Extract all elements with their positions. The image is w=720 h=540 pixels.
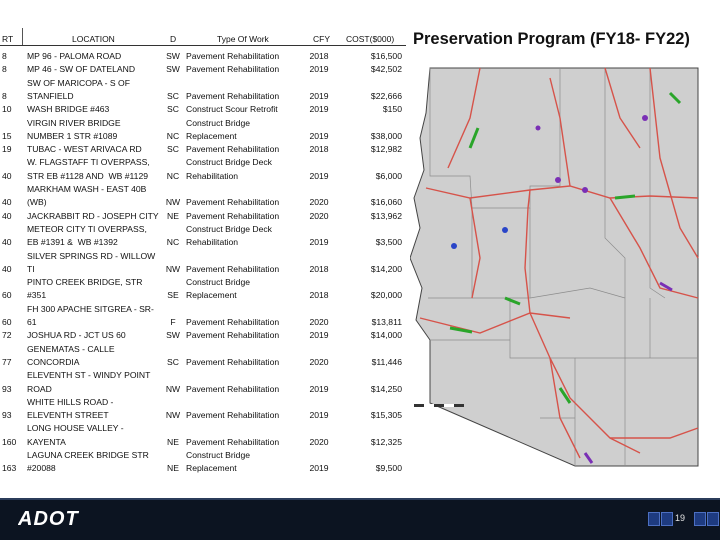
cost-value: $13,811 [371, 317, 402, 327]
route-number: 40 [2, 210, 12, 221]
slide-navigation-right [694, 512, 719, 526]
first-slide-button[interactable] [648, 512, 660, 526]
location-text: CONCORDIA [27, 356, 80, 367]
work-type: Pavement Rehabilitation [186, 210, 280, 221]
location-text: GENEMATAS - CALLE [27, 343, 115, 354]
work-type: Pavement Rehabilitation [186, 436, 280, 447]
district-code: NW [165, 263, 181, 274]
location-text: METEOR CITY TI OVERPASS, [27, 223, 147, 234]
work-type: Construct Scour Retrofit [186, 104, 278, 115]
cost-value: $14,000 [370, 330, 402, 341]
cost-value: $16,500 [370, 51, 402, 61]
cost-value: $15,305 [370, 410, 402, 421]
work-type: Pavement Rehabilitation [186, 263, 280, 274]
location-text: MP 96 - PALOMA ROAD [27, 51, 122, 61]
route-number: 40 [2, 237, 12, 248]
work-type: Replacement [186, 290, 237, 301]
cost-value: $150 [382, 104, 402, 115]
location-text: TUBAC - WEST ARIVACA RD [27, 144, 142, 155]
cost-value: $22,666 [370, 90, 402, 101]
route-number: 40 [2, 170, 12, 181]
location-text: #351 [27, 290, 47, 301]
district-code: NW [165, 197, 181, 208]
district-code: NE [167, 210, 179, 221]
adot-logo-graphic [18, 507, 102, 529]
district-code: NW [165, 410, 181, 421]
cost-value: $12,982 [370, 144, 402, 155]
location-text: 61 [27, 317, 37, 327]
location-text: STR EB #1128 AND WB #1129 [27, 170, 149, 181]
location-text: W. FLAGSTAFF TI OVERPASS, [27, 157, 150, 168]
work-type: Construct Bridge [186, 117, 251, 128]
construction-fiscal-year: 2020 [309, 356, 329, 367]
construction-fiscal-year: 2019 [309, 330, 329, 341]
construction-fiscal-year: 2019 [309, 130, 329, 141]
work-type: Replacement [186, 463, 237, 474]
route-number: 60 [2, 317, 12, 327]
work-type: Construct Bridge Deck [186, 223, 272, 234]
cost-value: $42,502 [370, 64, 402, 75]
construction-fiscal-year: 2020 [309, 436, 329, 447]
route-number: 72 [2, 330, 12, 341]
route-number: 93 [2, 410, 12, 421]
work-type: Pavement Rehabilitation [186, 410, 280, 421]
construction-fiscal-year: 2020 [309, 210, 329, 221]
cost-value: $16,060 [370, 197, 402, 208]
location-text: LONG HOUSE VALLEY - [27, 423, 124, 434]
construction-fiscal-year: 2018 [309, 51, 329, 61]
district-code: SE [167, 290, 179, 301]
route-number: 15 [2, 130, 12, 141]
cost-value: $14,250 [370, 383, 402, 394]
footer-bar [0, 498, 720, 540]
district-code: NE [167, 436, 179, 447]
cost-value: $11,446 [371, 356, 402, 367]
route-number: 10 [2, 104, 12, 115]
location-text: ROAD [27, 383, 52, 394]
construction-fiscal-year: 2019 [309, 463, 329, 474]
next-slide-button[interactable] [694, 512, 706, 526]
construction-fiscal-year: 2019 [309, 410, 329, 421]
construction-fiscal-year: 2019 [309, 104, 329, 115]
slide-navigation [648, 512, 673, 526]
previous-slide-button[interactable] [661, 512, 673, 526]
work-type: Rehabilitation [186, 237, 239, 248]
location-text: LAGUNA CREEK BRIDGE STR [27, 450, 149, 460]
header-divider [0, 45, 406, 46]
district-code: SC [167, 90, 179, 101]
work-type: Construct Bridge [186, 277, 251, 288]
route-number: 160 [2, 436, 17, 447]
work-type: Pavement Rehabilitation [186, 197, 280, 208]
cost-value: $6,000 [375, 170, 402, 181]
cost-value: $14,200 [370, 263, 402, 274]
route-number: 93 [2, 383, 12, 394]
district-code: NW [165, 383, 181, 394]
adot-logo-text: ADOT [18, 508, 79, 529]
route-number: 60 [2, 290, 12, 301]
location-text: PINTO CREEK BRIDGE, STR [27, 277, 143, 288]
construction-fiscal-year: 2019 [309, 90, 329, 101]
route-number: 8 [2, 51, 7, 61]
location-text: JOSHUA RD - JCT US 60 [27, 330, 126, 341]
district-code: SC [167, 356, 179, 367]
location-text: #20088 [27, 463, 56, 474]
location-text: WASH BRIDGE #463 [27, 104, 110, 115]
arizona-map-graphic [410, 58, 720, 498]
page-number: 19 [675, 513, 686, 523]
cost-value: $3,500 [375, 237, 402, 248]
cost-value: $20,000 [370, 290, 402, 301]
district-code: SW [166, 64, 180, 75]
location-text: EB #1391 & WB #1392 [27, 237, 118, 248]
location-text: FH 300 APACHE SITGREA - SR- [27, 303, 154, 314]
last-slide-button[interactable] [707, 512, 719, 526]
work-type: Pavement Rehabilitation [186, 317, 280, 327]
location-text: TI [27, 263, 35, 274]
arizona-map [410, 58, 720, 498]
district-code: NE [167, 463, 179, 474]
district-code: NC [166, 170, 180, 181]
location-text: (WB) [27, 197, 47, 208]
work-type: Pavement Rehabilitation [186, 383, 280, 394]
column-divider [22, 28, 23, 46]
cost-value: $9,500 [375, 463, 402, 474]
work-type: Pavement Rehabilitation [186, 356, 280, 367]
header-d: D [170, 34, 177, 44]
route-number: 77 [2, 356, 12, 367]
work-type: Pavement Rehabilitation [186, 144, 280, 155]
route-number: 40 [2, 197, 12, 208]
construction-fiscal-year: 2018 [309, 144, 329, 155]
construction-fiscal-year: 2018 [309, 263, 329, 274]
header-cfy: CFY [313, 34, 330, 44]
construction-fiscal-year: 2019 [309, 237, 329, 248]
district-code: SW [166, 330, 180, 341]
adot-logo [18, 507, 102, 534]
location-text: SILVER SPRINGS RD - WILLOW [27, 250, 156, 261]
header-type-of-work: Type Of Work [217, 34, 269, 44]
location-text: KAYENTA [27, 436, 66, 447]
location-text: WHITE HILLS ROAD - [27, 396, 114, 407]
district-code: SC [167, 104, 179, 115]
work-type: Construct Bridge Deck [186, 157, 272, 168]
location-text: SW OF MARICOPA - S OF [27, 77, 130, 88]
cost-value: $13,962 [370, 210, 402, 221]
work-type: Pavement Rehabilitation [186, 64, 280, 75]
cost-value: $38,000 [370, 130, 402, 141]
footer-accent [0, 498, 720, 500]
header-location: LOCATION [72, 34, 115, 44]
location-text: VIRGIN RIVER BRIDGE [27, 117, 121, 128]
location-text: NUMBER 1 STR #1089 [27, 130, 118, 141]
work-type: Pavement Rehabilitation [186, 90, 280, 101]
location-text: ELEVENTH ST - WINDY POINT [27, 370, 151, 381]
route-number: 19 [2, 144, 12, 155]
construction-fiscal-year: 2020 [309, 197, 329, 208]
district-code: NC [166, 237, 180, 248]
construction-fiscal-year: 2019 [309, 64, 329, 75]
work-type: Replacement [186, 130, 237, 141]
location-text: STANFIELD [27, 90, 74, 101]
work-type: Pavement Rehabilitation [186, 330, 280, 341]
location-text: MARKHAM WASH - EAST 40B [27, 184, 147, 194]
work-type: Construct Bridge [186, 450, 251, 460]
location-text: ELEVENTH STREET [27, 410, 109, 421]
construction-fiscal-year: 2019 [309, 170, 329, 181]
header-cost: COST($000) [346, 34, 395, 44]
cost-value: $12,325 [370, 436, 402, 447]
district-code: SW [166, 51, 180, 61]
location-text: MP 46 - SW OF DATELAND [27, 64, 136, 75]
location-text: JACKRABBIT RD - JOSEPH CITY [27, 210, 159, 221]
route-number: 40 [2, 263, 12, 274]
route-number: 8 [2, 90, 7, 101]
route-number: 163 [2, 463, 17, 474]
construction-fiscal-year: 2020 [309, 317, 329, 327]
work-type: Rehabilitation [186, 170, 239, 181]
scale-bar [414, 404, 464, 407]
construction-fiscal-year: 2018 [309, 290, 329, 301]
district-code: NC [166, 130, 180, 141]
page-title: Preservation Program (FY18- FY22) [413, 30, 690, 48]
district-code: F [170, 317, 176, 327]
route-number: 8 [2, 64, 7, 75]
district-code: SC [167, 144, 179, 155]
work-type: Pavement Rehabilitation [186, 51, 280, 61]
header-rt: RT [2, 34, 14, 44]
construction-fiscal-year: 2019 [309, 383, 329, 394]
